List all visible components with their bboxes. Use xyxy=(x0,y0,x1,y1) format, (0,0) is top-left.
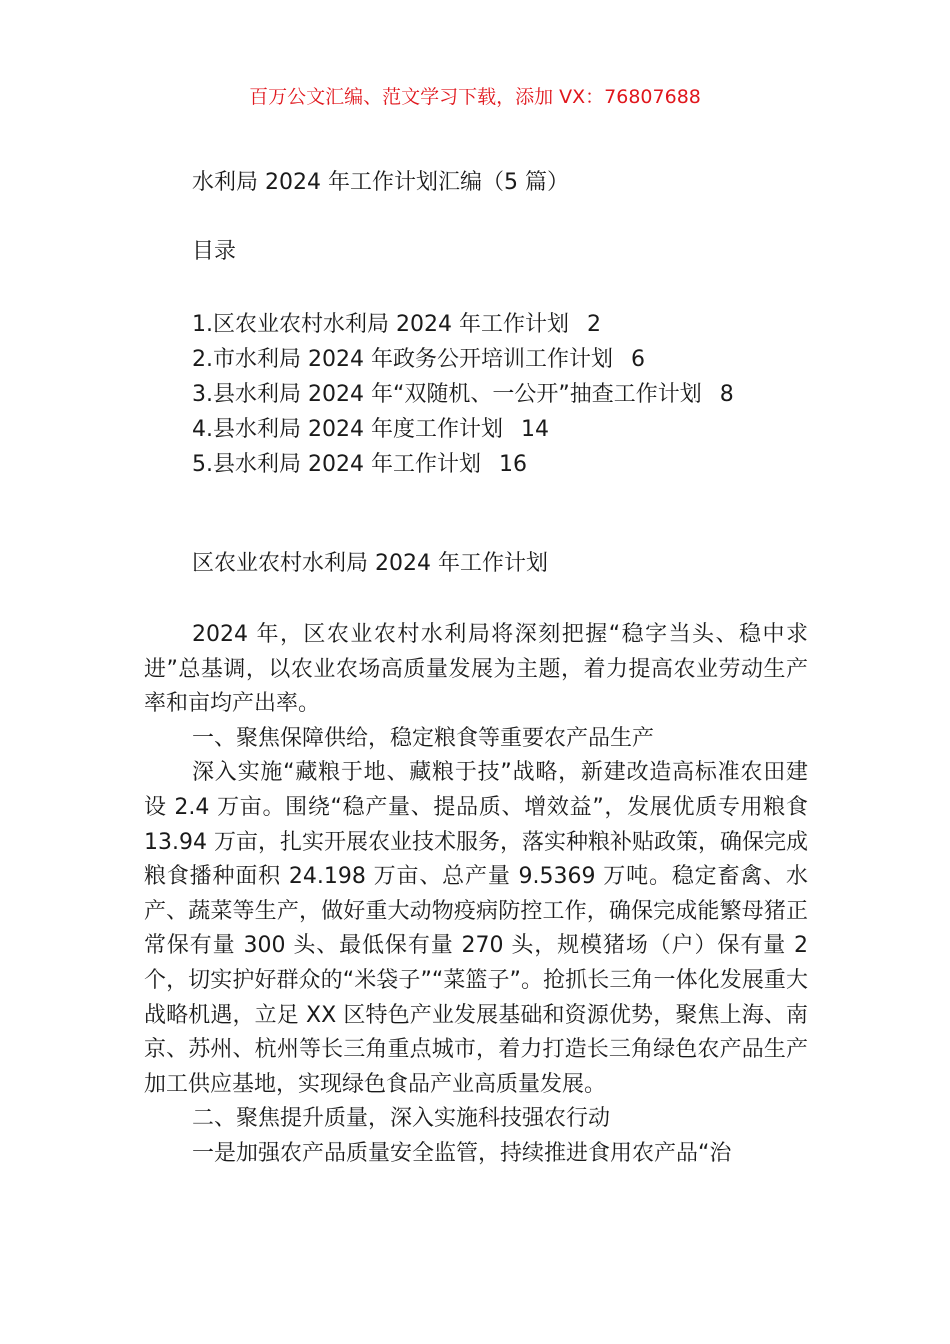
toc-item-label: 1.区农业农村水利局 2024 年工作计划 xyxy=(192,312,569,337)
toc-item[interactable] xyxy=(192,447,832,482)
toc-item-label: 4.县水利局 2024 年度工作计划 xyxy=(192,417,503,442)
toc-item-page: 16 xyxy=(498,452,527,477)
toc-item-page: 6 xyxy=(630,347,645,372)
paragraph: 深入实施“藏粮于地、藏粮于技”战略，新建改造高标准农田建设 2.4 万亩。围绕“稳产量、提品质、增效益”，发展优质专用粮食 13.94 万亩，扎实开展农业技术服务，落实种粮补贴政策，确保完成粮食播种面积 24.198 万亩、总产量 9.5369 万吨。稳定畜禽、水产、蔬菜等生产，做好重大动物疫病防控工作，确保完成能繁母猪正常保有量 300 头、最低保有量 270 头，规模猪场（户）保有量 2 个，切实护好群众的“米袋子”“菜篮子”。抢抓长三角一体化发展重大战略机遇，立足 XX 区特色产业发展基础和资源优势，聚焦上海、南京、苏州、杭州等长三角重点城市，着力打造长三角绿色农产品生产加工供应基地，实现绿色食品产业高质量发展。 xyxy=(144,760,809,1097)
toc-item[interactable] xyxy=(192,377,832,412)
toc-item[interactable] xyxy=(192,342,832,377)
section-title: 区农业农村水利局 2024 年工作计划 xyxy=(192,551,548,576)
toc-item[interactable] xyxy=(192,412,832,447)
toc-item-page: 8 xyxy=(719,382,734,407)
document-title: 水利局 2024 年工作计划汇编（5 篇） xyxy=(192,170,569,195)
toc-item-page: 14 xyxy=(520,417,549,442)
toc-item-label: 2.市水利局 2024 年政务公开培训工作计划 xyxy=(192,347,613,372)
toc-item-page: 2 xyxy=(586,312,601,337)
body-text xyxy=(144,618,808,1172)
toc-heading: 目录 xyxy=(192,239,237,264)
toc-item-label: 5.县水利局 2024 年工作计划 xyxy=(192,452,481,477)
promo-banner: 百万公文汇编、范文学习下载，添加 VX：76807688 xyxy=(249,86,701,108)
paragraph-heading: 二、聚焦提升质量，深入实施科技强农行动 xyxy=(192,1106,611,1132)
paragraph: 一是加强农产品质量安全监管，持续推进食用农产品“治 xyxy=(192,1140,732,1166)
table-of-contents xyxy=(192,307,832,482)
toc-item[interactable] xyxy=(192,307,832,342)
paragraph: 2024 年，区农业农村水利局将深刻把握“稳字当头、稳中求进”总基调，以农业农场高质量发展为主题，着力提高农业劳动生产率和亩均产出率。 xyxy=(144,622,808,717)
paragraph-heading: 一、聚焦保障供给，稳定粮食等重要农产品生产 xyxy=(192,725,655,751)
toc-item-label: 3.县水利局 2024 年“双随机、一公开”抽查工作计划 xyxy=(192,382,702,407)
